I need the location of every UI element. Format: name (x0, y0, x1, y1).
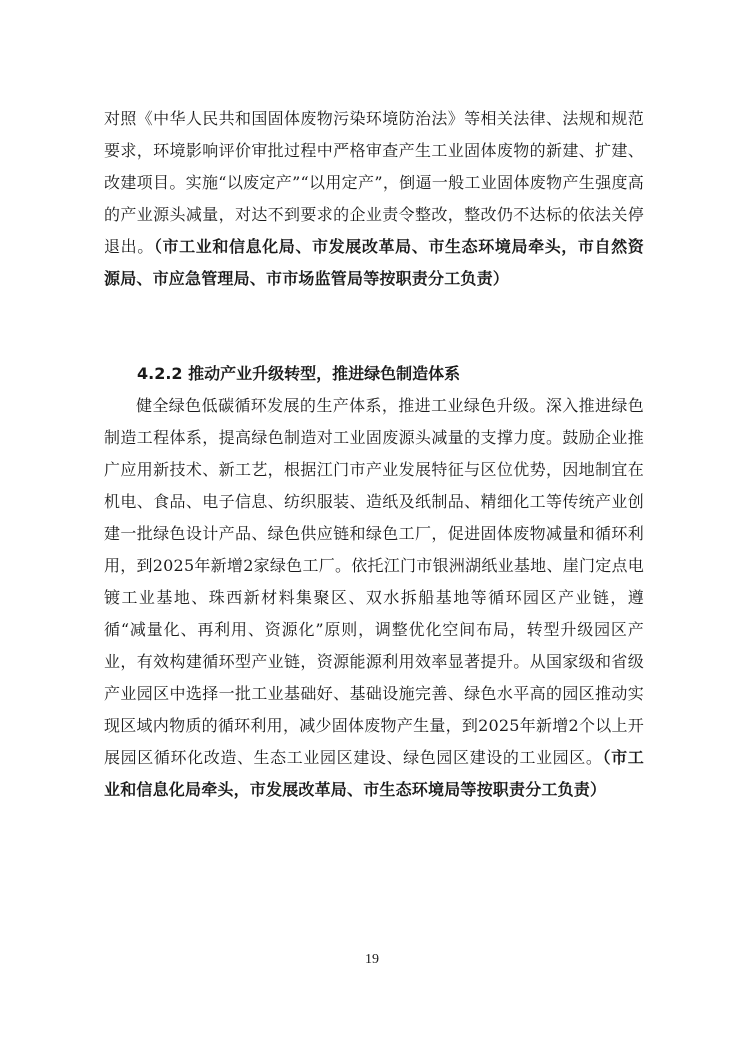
section-heading (137, 358, 657, 390)
paragraph-1-responsibility: （市工业和信息化局、市发展改革局、市生态环境局牵头，市自然资源局、市应急管理局、市市场监管局等按职责分工负责） (104, 237, 644, 288)
section-title: 推动产业升级转型，推进绿色制造体系 (188, 364, 461, 383)
paragraph-2-responsibility: （市工业和信息化局牵头，市发展改革局、市生态环境局等按职责分工负责） (104, 748, 644, 799)
paragraph-2 (104, 390, 644, 806)
paragraph-1-text: 对照《中华人民共和国固体废物污染环境防治法》等相关法律、法规和规范要求，环境影响评价审批过程中严格审查产生工业固体废物的新建、扩建、改建项目。实施“以废定产”“以用定产”，倒逼一般工业固体废物产生强度高的产业源头减量，对达不到要求的企业责令整改，整改仍不达标的依法关停退出。 (104, 109, 644, 256)
paragraph-2-text: 健全绿色低碳循环发展的生产体系，推进工业绿色升级。深入推进绿色制造工程体系，提高绿色制造对工业固废源头减量的支撑力度。鼓励企业推广应用新技术、新工艺，根据江门市产业发展特征与区位优势，因地制宜在机电、食品、电子信息、纺织服装、造纸及纸制品、精细化工等传统产业创建一批绿色设计产品、绿色供应链和绿色工厂，促进固体废物减量和循环利用，到2025年新增2家绿色工厂。依托江门市银洲湖纸业基地、崖门定点电镀工业基地、珠西新材料集聚区、双水拆船基地等循环园区产业链，遵循“减量化、再利用、资源化”原则，调整优化空间布局，转型升级园区产业，有效构建循环型产业链，资源能源利用效率显著提升。从国家级和省级产业园区中选择一批工业基础好、基础设施完善、绿色水平高的园区推动实现区域内物质的循环利用，减少固体废物产生量，到2025年新增2个以上开展园区循环化改造、生态工业园区建设、绿色园区建设的工业园区。 (104, 396, 644, 767)
page-number: 19 (365, 952, 379, 967)
paragraph-1 (104, 103, 644, 295)
section-number: 4.2.2 (137, 364, 183, 383)
